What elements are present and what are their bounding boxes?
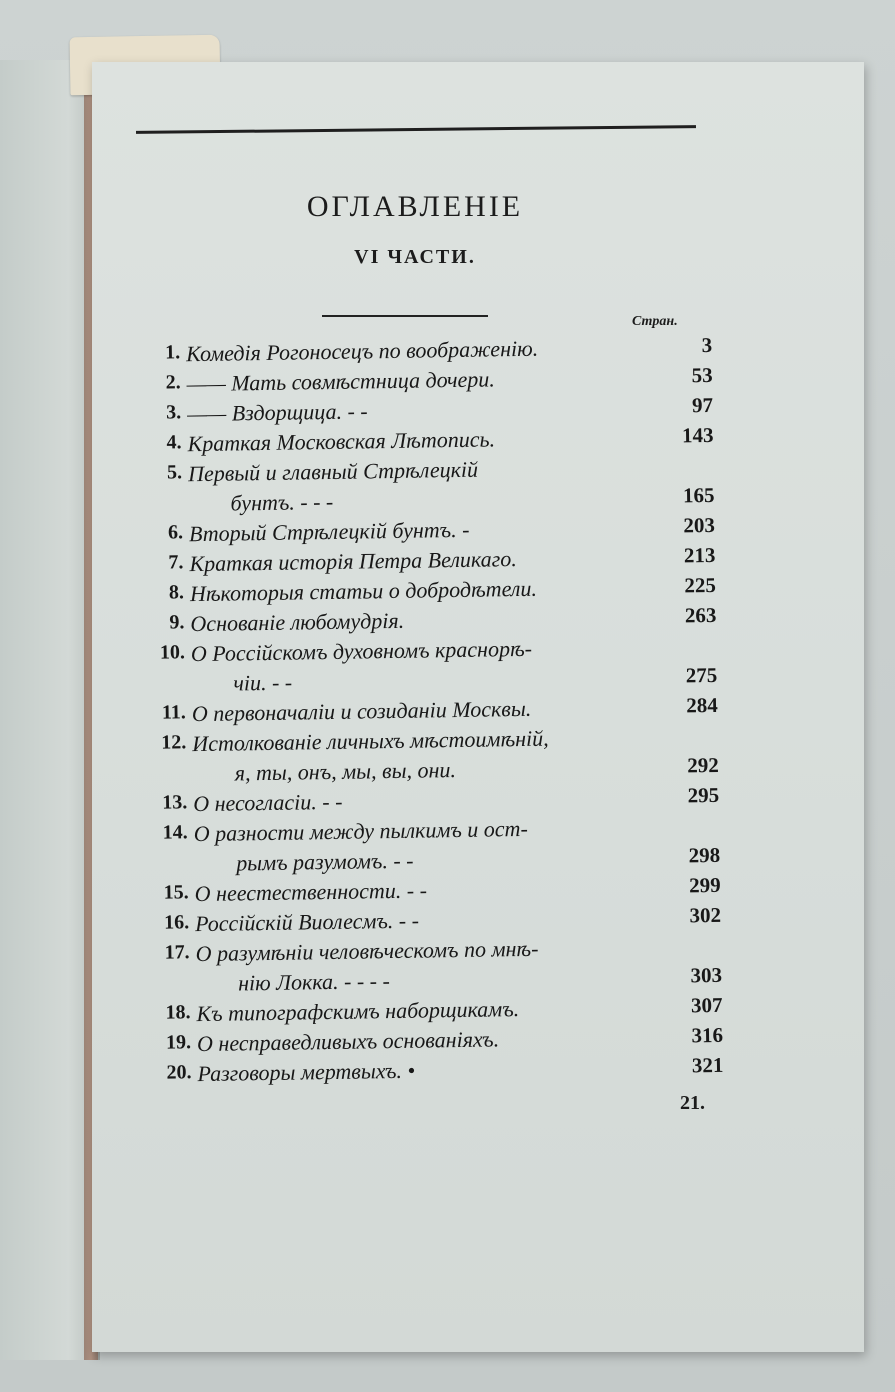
toc-entry-number: 6. [167,521,184,544]
toc-entry-title: Краткая Московская Лѣтопись. [187,426,496,457]
toc-entry-number: 9. [169,611,185,634]
toc-entry-page: 302 [689,902,722,928]
toc-entry-page: 225 [684,572,717,598]
catchword: 21. [680,1092,705,1114]
toc-entry-number: 18. [165,1001,191,1024]
toc-entry-title: О несогласiи. - - [193,788,343,817]
toc-entry-number [141,671,185,672]
page-subtitle: VI ЧАСТИ. [354,246,476,268]
toc-entry-page: 97 [691,392,714,418]
toc-entry-page: 298 [688,842,721,868]
toc-entry-page: 284 [686,692,718,718]
toc-entry-number: 19. [165,1031,192,1054]
toc-entry-page: 143 [681,422,714,448]
toc-entry-title: О неестественности. - - [194,877,428,907]
table-of-contents [136,333,738,1092]
toc-entry-page: 316 [691,1022,724,1048]
toc-entry-number: 12. [161,731,187,754]
toc-entry-page: 3 [701,332,713,358]
toc-entry-number [138,491,182,492]
toc-entry-number: 17. [164,941,190,964]
toc-entry-page: 263 [684,602,717,628]
toc-entry-number [143,761,187,762]
toc-entry-number: 8. [168,581,185,604]
toc-entry-title: Основанiе любомудрiя. [190,607,405,637]
toc-entry-number: 14. [162,821,188,844]
toc-entry-title: бунтъ. - - - [230,488,334,516]
toc-entry-number: 2. [165,371,181,394]
toc-entry-title: Разговоры мертвыхъ. • [197,1057,416,1087]
toc-entry-title: я, ты, онъ, мы, вы, они. [234,757,457,786]
toc-entry-title: О Россiйскомъ духовномъ краснорѣ- [190,635,533,667]
toc-entry-number: 13. [162,791,188,814]
toc-entry-page: 321 [691,1052,724,1078]
toc-entry-page: 165 [682,482,715,508]
toc-entry-number: 10. [159,641,186,664]
toc-entry-page: 292 [687,752,719,778]
toc-entry-title: О разумѣнiи человѣческомъ по мнѣ- [195,935,539,967]
toc-entry-title: Комедiя Рогоносецъ по воображенiю. [185,335,539,367]
toc-entry-page: 213 [683,542,716,568]
toc-entry-number: 15. [163,881,189,904]
toc-entry-page: 299 [688,872,721,898]
toc-entry-page: 295 [687,782,720,808]
toc-entry-title: Краткая исторiя Петра Великаго. [189,546,517,577]
toc-entry-title: О несправедливыхъ основанiяхъ. [196,1026,500,1057]
toc-entry-title: Къ типографскимъ наборщикамъ. [196,996,520,1027]
toc-entry-title: О разности между пылкимъ и ост- [193,815,528,847]
toc-entry-title: —— Вздорщица. - - [186,398,368,427]
toc-entry-number: 20. [166,1061,192,1084]
toc-entry-title: чiи. - - [233,669,293,696]
title-rule [322,315,488,317]
toc-entry-title: Нѣкоторыя статьи о добродѣтели. [189,575,538,607]
toc-entry-number: 16. [163,911,190,934]
toc-entry-number [146,971,190,972]
toc-entry-title: О первоначалiи и созиданiи Москвы. [191,695,532,727]
toc-entry-title: —— Мать совмѣстница дочери. [186,366,495,397]
toc-entry-number: 3. [165,401,182,424]
toc-entry-number: 4. [166,431,182,454]
toc-entry-number: 5. [166,461,183,484]
toc-entry-number: 11. [161,701,186,724]
toc-entry-number: 7. [168,551,184,574]
toc-entry-title: Истолкованiе личныхъ мѣстоимѣнiй, [192,725,549,757]
toc-entry-page: 307 [690,992,723,1018]
toc-entry-title: нiю Локка. - - - - [237,968,391,996]
toc-entry-title: Первый и главный Стрѣлецкiй [187,456,479,487]
toc-entry-number [144,851,188,852]
toc-entry-page: 203 [683,512,716,538]
toc-entry-page: 53 [691,362,713,388]
toc-entry-title: Вторый Стрѣлецкiй бунтъ. - [188,516,470,547]
toc-entry-number: 1. [164,341,181,364]
toc-entry-title: рымъ разумомъ. - - [235,847,414,876]
toc-entry-title: Россiйскiй Виолесмъ. - - [194,907,420,937]
toc-entry-page: 303 [690,962,723,988]
toc-entry-page: 275 [685,662,718,688]
page-column-header: Стран. [632,314,678,329]
page-title: ОГЛАВЛЕНIЕ [306,190,524,223]
